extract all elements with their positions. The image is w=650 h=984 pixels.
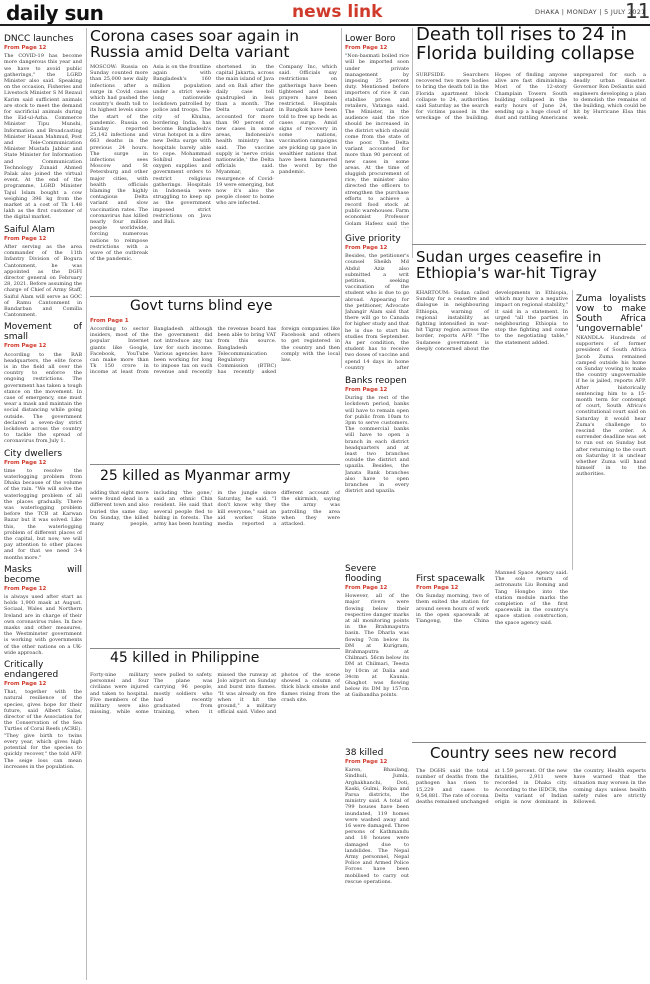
banks-text: During the rest of the lockdown period, banks will have to remain open for public from 10am to 3pm to serve customers. The commercial banks will have to open a branch in each district headquarters and at least two branches outside the district and upazila. Besides, the Janata Bank branches also have to open branches in every district and upazila. bbox=[345, 395, 409, 495]
logo: daily sun bbox=[6, 1, 104, 25]
zuma-text: NKANDLA: Hundreds of supporters of former president of South Africa Jacob Zuma remained camped outside his home on Sunday vowing to make the country ungovernable if he is jailed, reports AFP. After historically sentencing him to a 15-month term for contempt of court, South Africa's constitutional court said on Saturday it would hear Zuma's challenge to rescind the order. A surrender deadline was set to run out on Sunday but after returning to the court on Saturday it is unclear whether Zuma will hand himself in to the authorities. bbox=[576, 335, 646, 478]
record-text: The DGHS said the total number of deaths from the pathogen has risen to 15,229 and cases to 9,54,881. The rate of corona deaths remained unchanged at 1.59 percent. Of the new fatalities, 2,911 were recorded in Dhaka city. According to the IEDCR, the Delta variant of Indian origin is now dominant in the country. Health experts have warned that the situation may worsen in the coming days unless health safety rules are strictly followed. bbox=[416, 768, 646, 806]
lower-boro-from: From Page 12 bbox=[345, 45, 388, 51]
page-number: 11 bbox=[625, 0, 650, 23]
zuma-story bbox=[576, 290, 646, 570]
first-spacewalk-from: From Page 12 bbox=[416, 585, 459, 591]
lower-boro-story bbox=[345, 30, 409, 228]
brief-headline: City dwellers bbox=[4, 448, 63, 459]
first-spacewalk-headline: First spacewalk bbox=[416, 574, 485, 584]
corona-col-1: MOSCOW: Russia on Sunday counted more than 25,000 new daily infections after a surge in Covid cases which had pushed the country's death toll to its highest levels since the start of the pandemic. Russia on Sunday reported 25,142 infections and 663 deaths in the previous 24 hours. The surge in infections sees Moscow and St Petersburg and other major cities, with health officials blaming the highly contagious Delta variant and slow vaccination rates. The coronavirus has killed nearly four million people worldwide, forcing numerous nations to reimpose restrictions with a wave of the outbreak of the pandemic. bbox=[90, 64, 148, 263]
banks-headline: Banks reopen bbox=[345, 376, 407, 386]
dateline: DHAKA | MONDAY | 5 JULY 2021 bbox=[535, 8, 646, 16]
killed-38-from: From Page 12 bbox=[345, 759, 388, 765]
myanmar-text: adding that eight more were found dead in a different town and also buried the same day. On Sunday, the killed many people, including 'the gone,' said an ethnic Chin resident. He said that several people fled to hiding in forests. The army has been hunting in the jungle since Saturday, he said. "I don't know why they kill everyone," said an aid worker. State media reported a different account of the skirmish, saying the army was patrolling the area when they were attacked. bbox=[90, 490, 340, 528]
brief-headline: DNCC launches bbox=[4, 34, 74, 44]
severe-story bbox=[345, 560, 409, 740]
severe-headline: Severe flooding bbox=[345, 564, 382, 584]
severe-from: From Page 12 bbox=[345, 585, 388, 591]
brief-text: That, together with the natural resilience of the species, gives hope for their future, said Albert Salas, director of the Association for the Conservation of the Sea Turtles of Coral Reefs (ACRE). "They give birth to twins every year, which gives high potential for the species to quickly recover," the told AFP. The seige loss can mean increases in the population. bbox=[4, 689, 82, 770]
lower-boro-text: "Non-basmati boiled rice will be imported soon under private management by imposing 25 percent duty. Mentioned before importers of rice it can stabilise prices and retailers, Vatanga said. The Minister, in the audience said the rice should be increased in the district which should come from the state of the poor. The Delta variant accounted for more than 90 percent of new cases in some areas. At the time of sluggish procurement of rice, the minister also directed the officers to strengthen the purchase efforts to achieve a record food stock at public warehouses. Farm economist Professor Golam Hafeez said the bbox=[345, 53, 409, 227]
brief-from: From Page 12 bbox=[4, 681, 47, 688]
brief-headline: Masks will become bbox=[4, 564, 82, 585]
myanmar-headline: 25 killed as Myanmar army bbox=[100, 468, 291, 484]
corona-col-4: Company Inc, which said. Officials say restrictions on gatherings have been tightened and mass prayers have been restricted. Hospitals in Bangkok have been told to free up beds as cases surge. Amid signs of recovery in some nations, vaccination campaigns are picking up pace in wealthier nations that have been hammered the worst by the pandemic. bbox=[279, 64, 337, 176]
govt-text: According to sector insiders, most of the popular Internet giants like Google, Facebook, YouTube can make more than Tk 150 crore in income at least from Bangladesh although the government did not introduce any tax law for such income. Various agencies have been working for long to impose tax on such revenue and recently the revenue board has been able to bring VAT from this source. Bangladesh Telecommunication Regulatory Commission (BTRC) has recently asked foreign companies like Facebook and others to get registered in the country and then comply with the local law. bbox=[90, 326, 340, 376]
govt-headline: Govt turns blind eye bbox=[130, 298, 273, 314]
philippine-headline: 45 killed in Philippine bbox=[110, 650, 260, 666]
corona-col-2: Asia is on the frontline again with Bangladesh's 160 million population under a strict week-long nationwide lockdown patrolled by police and troops. The city of Khulna, bordering India, has become Bangladesh's virus hotspot in a dire new Delta surge with hospitals barely able to cope. Mohammad Sohibul bashed oxygen supplies and government orders to restrict religious gatherings. Hospitals in Indonesia were struggling to keep up as the government imposed strict restrictions on Java and Bali. bbox=[153, 64, 211, 226]
severe-text: However, all of the major rivers were flowing below their respective danger marks at all monitoring points in the Brahmaputra basin. The Dharla was flowing 7cm below its DM at Kurigram, Brahmaputra at Chilmari. 56cm below its DM at Chilmari, Teesta by 10cm at Dalia and 34cm at Kaunia. Ghaghot was flowing below its DM by 157cm at Gaibandha points. bbox=[345, 593, 409, 699]
brief-text: After serving as the area commander of the 11th Infantry Division of Bogura Cantonment, he was appointed as the DGFI director general on February 28, 2021. Before assuming the charge of Chief of Army Staff, Saiful Alam will serve as GOC of Ramu Cantonment in Bandarban and Comilla Cantonment. bbox=[4, 243, 82, 319]
brief-from: From Page 12 bbox=[4, 343, 47, 350]
sudan-text: KHARTOUM: Sudan called Sunday for a ceasefire and dialogue in neighbouring Ethiopia, warning of regional instability as fighting intensified in war-hit Tigray region across the border, reports AFP. "The Sudanese government is deeply concerned about the developments in Ethiopia, which may have a negative impact on regional stability," it said in a statement. In urged "all the parties in neighbouring Ethiopia to stop the fighting and come to the negotiating table," the statement added. bbox=[416, 290, 568, 352]
florida-headline: Death toll rises to 24 in Florida building collapse bbox=[416, 24, 635, 64]
record-headline: Country sees new record bbox=[430, 744, 617, 762]
corona-col-3: shortened in the capital Jakarta, across the main island of Java and on Bali after the daily case toll quadrupled in less than a month. The Delta variant accounted for more than 90 percent of new cases in some areas, Indonesia's health ministry has said. The vaccine supply is 'nerve crisis nationwide,' the Delta officials said. Myanmar, a resurgence of Covid-19 were emerging, but now it's also the people closer to home who are infected. bbox=[216, 64, 274, 207]
brief-from: From Page 12 bbox=[4, 235, 47, 242]
give-priority-from: From Page 12 bbox=[345, 245, 388, 251]
brief-from: From Page 12 bbox=[4, 45, 47, 51]
give-priority-text: Besides, the petitioner's counsel Sheikh Md Abdul Aziz also submitted a writ petition, seeking vaccination of the student who is due to go abroad. Appearing for the petitioner, Advocate Jahangir Alam said that there will go to Canada for higher study and that he is due to start his studies from September. As per condition, the student has to receive two doses of vaccine and spend 14 days in home country after bbox=[345, 253, 409, 370]
killed-38-story bbox=[345, 744, 409, 980]
brief-headline: Critically endangered bbox=[4, 660, 59, 681]
give-priority-headline: Give priority bbox=[345, 234, 401, 244]
banks-from: From Page 12 bbox=[345, 387, 388, 393]
brief-from: From Page 12 bbox=[4, 585, 47, 592]
govt-from: From Page 1 bbox=[90, 318, 129, 324]
zuma-headline: Zuma loyalists vow to make South Africa 'ungovernable' bbox=[576, 294, 646, 334]
brief-text: The COVID-19 has become more dangerous this year and we have to avoid public gatherings," the LGRD Minister also said. Speaking on the occasion, Fisheries and Livestock Minister S M Rezaul Karim said sufficient animals are stock to meet the demand for sacrificial animals during the Eid-ul-Azha. Commerce Minister Tipu Munshi, Information and Broadcasting Minister Hasan Mahmud, Post and Tele-Communication Minister Mustafa Jabbar and State Minister for Information and Communication Technology Zunaid Ahmed Palak also joined the virtual event. At the end of the programme, LGRD Minister Tajul Islam bought a cow weighing 396 kg from the market at a cost of Tk 1.48 lakh as the first customer of the digital market. bbox=[4, 53, 82, 221]
first-spacewalk-story bbox=[416, 570, 568, 740]
banks-story bbox=[345, 372, 409, 560]
florida-text: SURFSIDE: Searchers recovered two more bodies to bring the death toll in the Florida apartment block collapse to 24, authorities said Saturday as the search for victims paused in the wreckage of the building. Hopes of finding anyone alive are fast diminishing. Most of the 12-story Champlain Towers South building collapsed in the early hours of June 24, sending up a huge cloud of dust and rattling Americans unprepared for such a deadly urban disaster. Governor Ron DeSantis said engineers developing a plan to demolish the remains of the building, which could be hit by Hurricane Elsa this week. bbox=[416, 72, 646, 122]
first-spacewalk-text: On Sunday morning, two of them exited the station for around seven hours of work in the open spacewalk at Tiangong, the China Manned Space Agency said. The solo return of astronauts Liu Boming and Tang Hongbo into the station module marks the completion of the first spacewalk in the country's space station construction, the space agency said. bbox=[416, 570, 568, 626]
brief-headline: Saiful Alam bbox=[4, 224, 55, 235]
brief-from: From Page 12 bbox=[4, 459, 47, 466]
give-priority-story bbox=[345, 230, 409, 370]
sudan-headline: Sudan urges ceasefire in Ethiopia's war-hit Tigray bbox=[416, 248, 602, 282]
killed-38-headline: 38 killed bbox=[345, 748, 384, 758]
masthead bbox=[0, 0, 650, 26]
section-title: news link bbox=[292, 2, 383, 22]
brief-headline: Movement of small bbox=[4, 322, 82, 343]
corona-headline: Corona cases soar again in Russia amid Delta variant bbox=[90, 27, 300, 62]
killed-38-text: Karen, Bhaulang, Sindhuli, Jumla, Arghakhanchi, Doti, Kaski, Gulmi, Rolpa and Parsa districts, the ministry said. A total of 799 houses have been inundated, 119 homes were washed away and 16 were damaged. Three persons of Kathmandu and 18 houses were damaged due to landslides. The Nepal Army personnel, Nepal Police and Armed Police Forces have been mobilised to carry out rescue operations. bbox=[345, 767, 409, 885]
brief-text: According to the RAB headquarters, the elite force is in the field all over the country to enforce the ongoing restrictions. The government has taken a tough stance on the movement. In case of emergency, one must wear a mask and maintain the social distancing while going outside. The government declared a seven-day strict lockdown across the country to tackle the spread of coronavirus from July 1. bbox=[4, 351, 82, 445]
lower-boro-headline: Lower Boro bbox=[345, 34, 396, 44]
brief-text: time to resolve the waterlogging problem from Dhaka because of the volume of the rain. "We will solve the waterlogging problem of all the places gradually. There was waterlogging problem before the TCB at Karwan Bazar but it was solved. Like this, the waterlogging problem of different places of the capital, but now, we will pay attention to other places and for that we need 3-4 months more." bbox=[4, 467, 82, 561]
philippine-text: Forty-nine military personnel and four civilians were injured and taken to hospital. Five members of the military were also missing, while some were pulled to safety. The plane was carrying 96 people, mostly soldiers who had recently graduated from training, when it missed the runway at Jolo airport on Sunday and burst into flames. "It was already on fire when it hit the ground," a military official said. Video and photos of the scene showed a column of thick black smoke and flames rising from the crash site. bbox=[90, 672, 340, 716]
brief-text: is always used after start as holds 1,900 mask at August. Sociaal, Wales and Northern Ireland are in charge of their own coronavirus rules. In face masks and other measures, the Westminster government is working with governments of the other nations on a UK-wide approach. bbox=[4, 594, 82, 656]
briefs-column bbox=[4, 30, 82, 980]
